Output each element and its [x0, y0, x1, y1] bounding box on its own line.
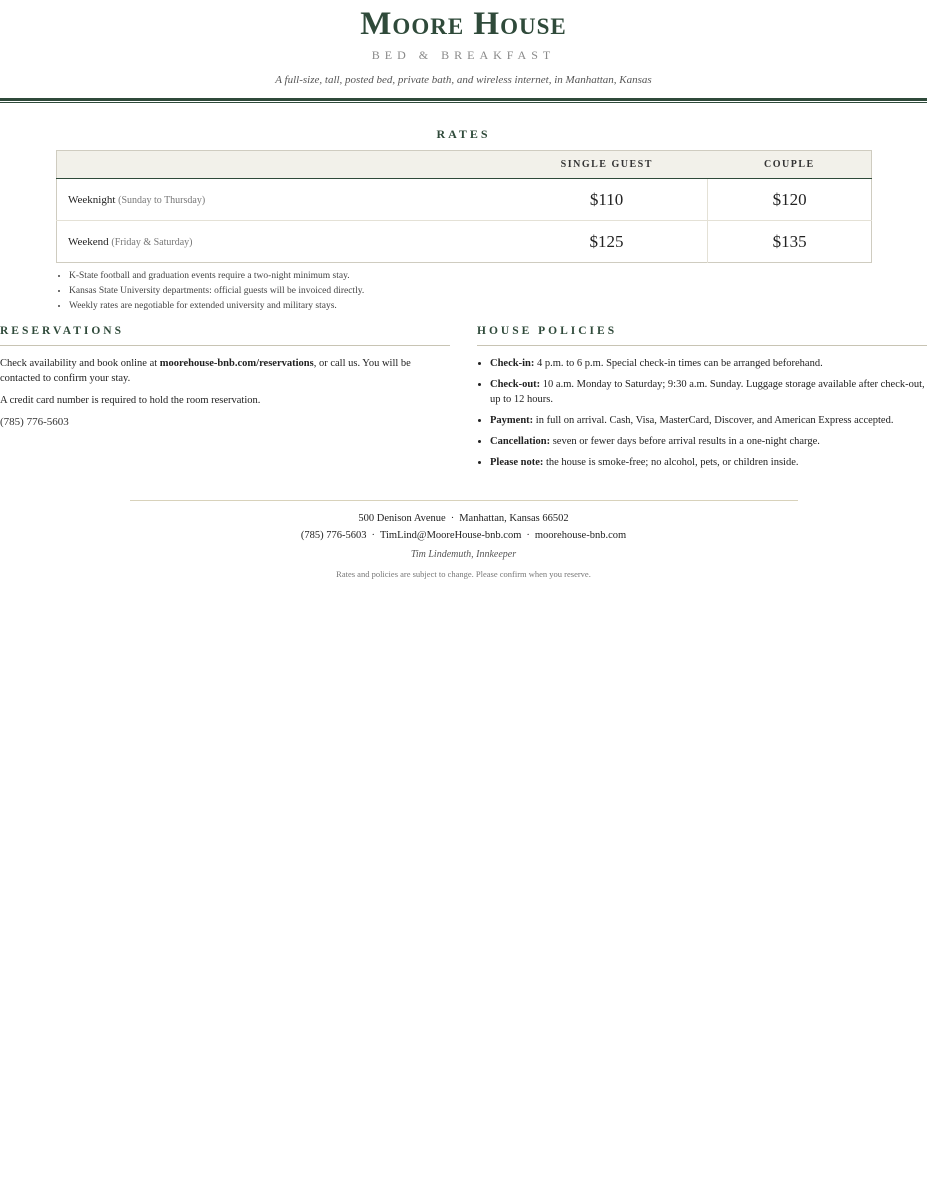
price-couple: $120 — [708, 179, 872, 221]
reservations-heading: RESERVATIONS — [0, 325, 450, 346]
reservations-link[interactable]: moorehouse-bnb.com/reservations — [159, 358, 314, 369]
policy-label: Payment: — [490, 415, 534, 426]
footer-separator: · — [450, 513, 455, 524]
table-row — [57, 179, 872, 221]
policy-text: seven or fewer days before arrival results in a one-night charge. — [550, 436, 820, 447]
rate-label: Weekend — [68, 235, 109, 248]
price-single: $110 — [506, 179, 708, 221]
reservations-body — [0, 356, 450, 430]
policy-text: the house is smoke-free; no alcohol, pets, or children inside. — [543, 457, 799, 468]
rates-notes — [69, 271, 927, 311]
policy-text: 4 p.m. to 6 p.m. Special check-in times can be arranged beforehand. — [534, 358, 823, 369]
rate-label-cell — [57, 179, 506, 221]
rate-label: Weeknight — [68, 193, 116, 206]
page-title: Moore House — [360, 6, 567, 42]
policy-text: in full on arrival. Cash, Visa, MasterCard, Discover, and American Express accepted. — [533, 415, 894, 426]
page-subtitle: BED & BREAKFAST — [371, 48, 556, 62]
footer-website-link[interactable]: moorehouse-bnb.com — [534, 530, 627, 541]
footer-phone[interactable]: (785) 776-5603 — [300, 530, 367, 541]
reservations-section — [0, 325, 450, 476]
list-item — [490, 434, 927, 449]
footer-innkeeper: Tim Lindemuth, Innkeeper — [410, 549, 517, 560]
reservations-text: Check availability and book online at — [0, 358, 160, 369]
footer-contact-line — [130, 530, 798, 541]
reservations-text: , or call us. You will be contacted to confirm your stay. — [0, 358, 411, 384]
footer-address: 500 Denison Avenue — [358, 513, 446, 524]
policies-heading: HOUSE POLICIES — [477, 325, 927, 346]
reservations-card-note: A credit card number is required to hold the room reservation. — [0, 395, 261, 406]
rates-header-blank — [57, 151, 506, 179]
list-item: • Weekly rates are negotiable for extended university and military stays. — [69, 301, 927, 311]
table-row — [57, 221, 872, 263]
header-rule-thin — [0, 102, 927, 103]
footer-separator: · — [371, 530, 375, 541]
footer-city: Manhattan, Kansas 66502 — [459, 513, 569, 524]
list-item: • Kansas State University departments: official guests will be invoiced directly. — [69, 286, 927, 296]
list-item — [490, 356, 927, 371]
masthead — [0, 0, 927, 86]
rates-header-couple: COUPLE — [708, 151, 872, 179]
reservations-paragraph — [0, 356, 450, 386]
rates-heading: RATES — [436, 127, 491, 141]
tagline: A full-size, tall, posted bed, private bath, and wireless internet, in Manhattan, Kansas — [275, 74, 652, 86]
info-columns — [0, 325, 927, 476]
policy-label: Please note: — [490, 457, 544, 468]
footer — [130, 500, 798, 579]
footer-address-line — [130, 513, 798, 524]
rate-note: (Sunday to Thursday) — [118, 194, 206, 206]
rates-table — [56, 150, 872, 263]
policy-label: Cancellation: — [490, 436, 551, 447]
price-couple: $135 — [772, 231, 807, 251]
price-single: $125 — [506, 221, 708, 263]
rates-header-row — [57, 151, 872, 179]
rate-label-cell — [57, 221, 506, 263]
list-item — [490, 413, 927, 428]
header-rule-thick — [0, 98, 927, 101]
policy-label: Check-in: — [490, 358, 535, 369]
footer-disclaimer: Rates and policies are subject to change. Please confirm when you reserve. — [336, 569, 591, 579]
rates-header-single: SINGLE GUEST — [506, 151, 708, 179]
policies-section — [477, 325, 927, 476]
footer-separator: · — [526, 530, 530, 541]
list-item: • K-State football and graduation events require a two-night minimum stay. — [69, 271, 927, 281]
rate-note: (Friday & Saturday) — [111, 236, 193, 248]
policy-text: 10 a.m. Monday to Saturday; 9:30 a.m. Sunday. Luggage storage available after check-out, up to 12 hours. — [490, 379, 925, 405]
reservations-phone[interactable]: (785) 776-5603 — [0, 416, 69, 428]
list-item — [490, 377, 927, 407]
policy-label: Check-out: — [490, 379, 541, 390]
policies-list — [477, 356, 927, 470]
list-item — [490, 455, 927, 470]
footer-email-link[interactable]: TimLind@MooreHouse-bnb.com — [379, 530, 522, 541]
